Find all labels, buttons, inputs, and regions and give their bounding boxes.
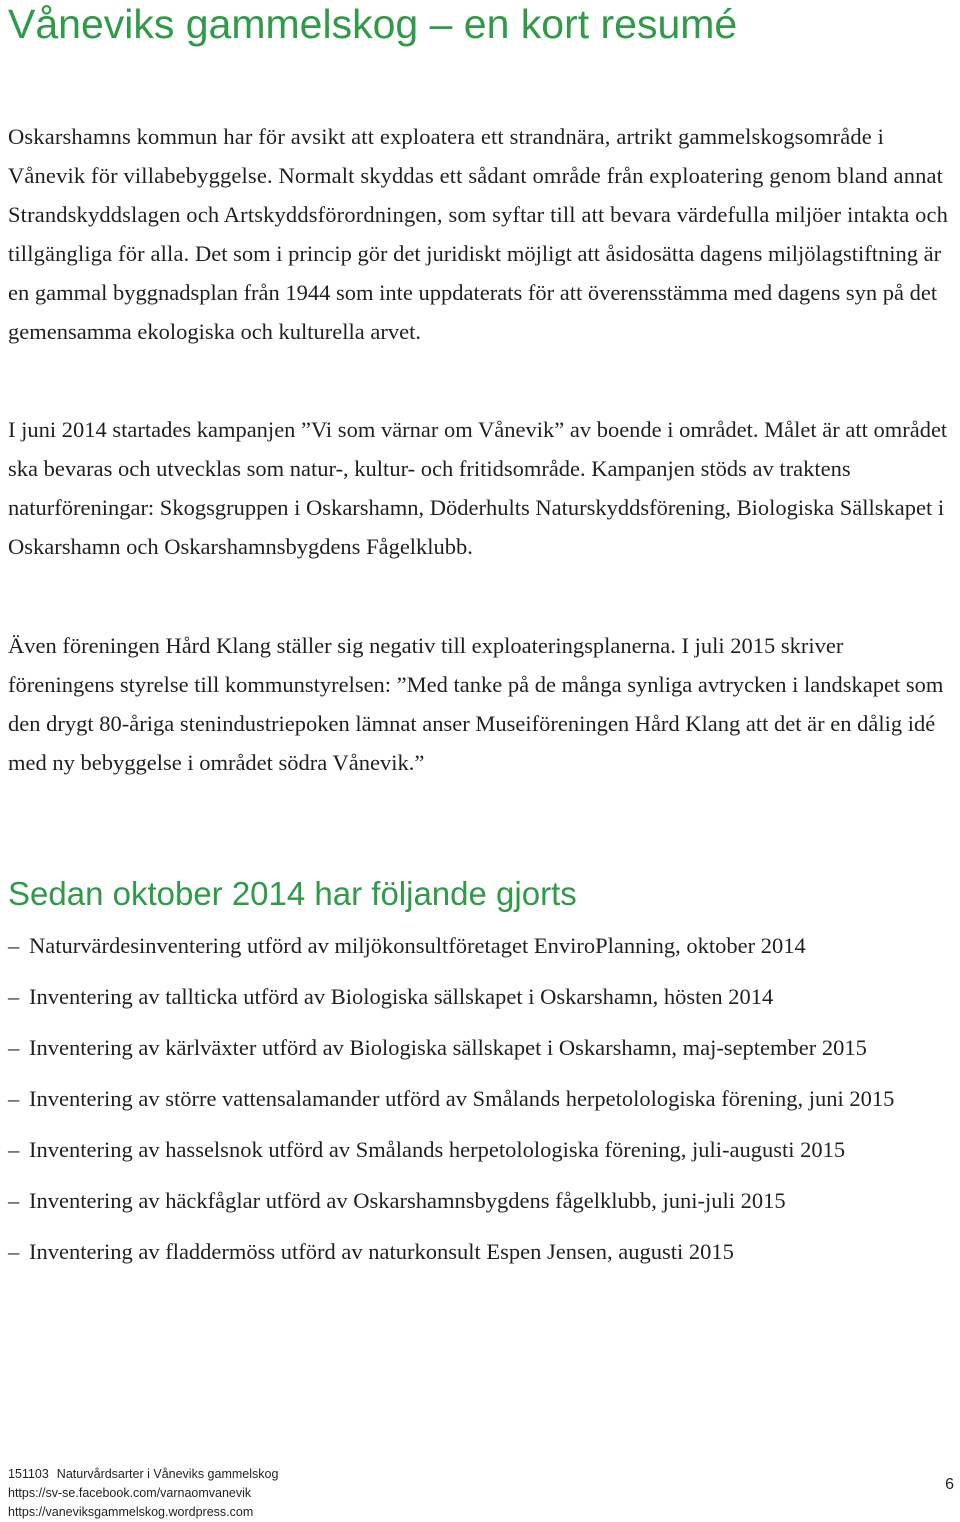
- list-bullet: –: [8, 1035, 20, 1060]
- footer-code: 151103: [8, 1467, 49, 1481]
- list-bullet: –: [8, 933, 20, 958]
- list-item: [8, 1079, 952, 1118]
- list-item-text: Inventering av hasselsnok utförd av Smålands herpetolologiska förening, juli-augusti 2015: [29, 1137, 846, 1162]
- page-footer: [8, 1465, 278, 1522]
- list-bullet: –: [8, 1239, 20, 1264]
- list-item-text: Naturvärdesinventering utförd av miljökonsultföretaget EnviroPlanning, oktober 2014: [29, 933, 806, 958]
- list-item-text: Inventering av tallticka utförd av Biologiska sällskapet i Oskarshamn, hösten 2014: [29, 984, 774, 1009]
- list-item-text: Inventering av fladdermöss utförd av naturkonsult Espen Jensen, augusti 2015: [29, 1239, 734, 1264]
- list-bullet: –: [8, 1188, 20, 1213]
- list-bullet: –: [8, 984, 20, 1009]
- list-bullet: –: [8, 1086, 20, 1111]
- footer-blog-link[interactable]: https://vaneviksgammelskog.wordpress.com: [8, 1505, 254, 1519]
- list-item-text: Inventering av kärlväxter utförd av Biologiska sällskapet i Oskarshamn, maj-september 2015: [29, 1035, 867, 1060]
- list-bullet: –: [8, 1137, 20, 1162]
- activities-list: [8, 926, 952, 1283]
- list-item: [8, 1181, 952, 1220]
- list-item: [8, 977, 952, 1016]
- list-item-text: Inventering av större vattensalamander utförd av Smålands herpetolologiska förening, juni 2015: [29, 1086, 895, 1111]
- footer-doc-line: [8, 1465, 278, 1484]
- page-number: 6: [945, 1476, 954, 1493]
- intro-paragraph-part-b: Det som i princip gör det juridiskt möjligt att åsidosätta dagens miljölagstiftning är en gammal byggnadsplan från 1944 som inte uppdaterats för att överensstämma med dagens syn på det gemensamma ekologiska och kulturella arvet.: [8, 241, 942, 344]
- hard-klang-paragraph: Även föreningen Hård Klang ställer sig negativ till exploateringsplanerna. I juli 2015 skriver föreningens styrelse till kommunstyrelsen: ”Med tanke på de många synliga avtrycken i landskapet som den drygt 80-åriga stenindustriepoken lämnat anser Museiföreningen Hård Klang att det är en dålig idé med ny bebyggelse i området södra Vånevik.”: [8, 633, 944, 775]
- intro-paragraph: [8, 117, 952, 351]
- list-item: [8, 926, 952, 965]
- section-heading: Sedan oktober 2014 har följande gjorts: [8, 875, 577, 912]
- list-item: [8, 1028, 952, 1067]
- campaign-paragraph: I juni 2014 startades kampanjen ”Vi som värnar om Vånevik” av boende i området. Målet är att området ska bevaras och utvecklas som natur-, kultur- och fritidsområde. Kampanjen stöds av traktens naturföreningar: Skogsgruppen i Oskarshamn, Döderhults Naturskyddsförening, Biologiska Sällskapet i Oskarshamn och Oskarshamnsbygdens Fågelklubb.: [8, 417, 948, 559]
- list-item: [8, 1130, 952, 1169]
- footer-facebook-link[interactable]: https://sv-se.facebook.com/varnaomvanevik: [8, 1486, 252, 1500]
- list-item: [8, 1232, 952, 1271]
- list-item-text: Inventering av häckfåglar utförd av Oskarshamnsbygdens fågelklubb, juni-juli 2015: [29, 1188, 786, 1213]
- footer-doc-title: Naturvårdsarter i Våneviks gammelskog: [56, 1467, 279, 1481]
- intro-paragraph-part-a: Oskarshamns kommun har för avsikt att exploatera ett strandnära, artrikt gammelskogsområde i Vånevik för villabebyggelse. Normalt skyddas ett sådant område från exploatering genom bland annat Strandskyddslagen och Artskyddsförordningen, som syftar till att bevara värdefulla miljöer intakta och tillgängliga för alla.: [8, 124, 949, 266]
- page-title: Våneviks gammelskog – en kort resumé: [8, 1, 738, 47]
